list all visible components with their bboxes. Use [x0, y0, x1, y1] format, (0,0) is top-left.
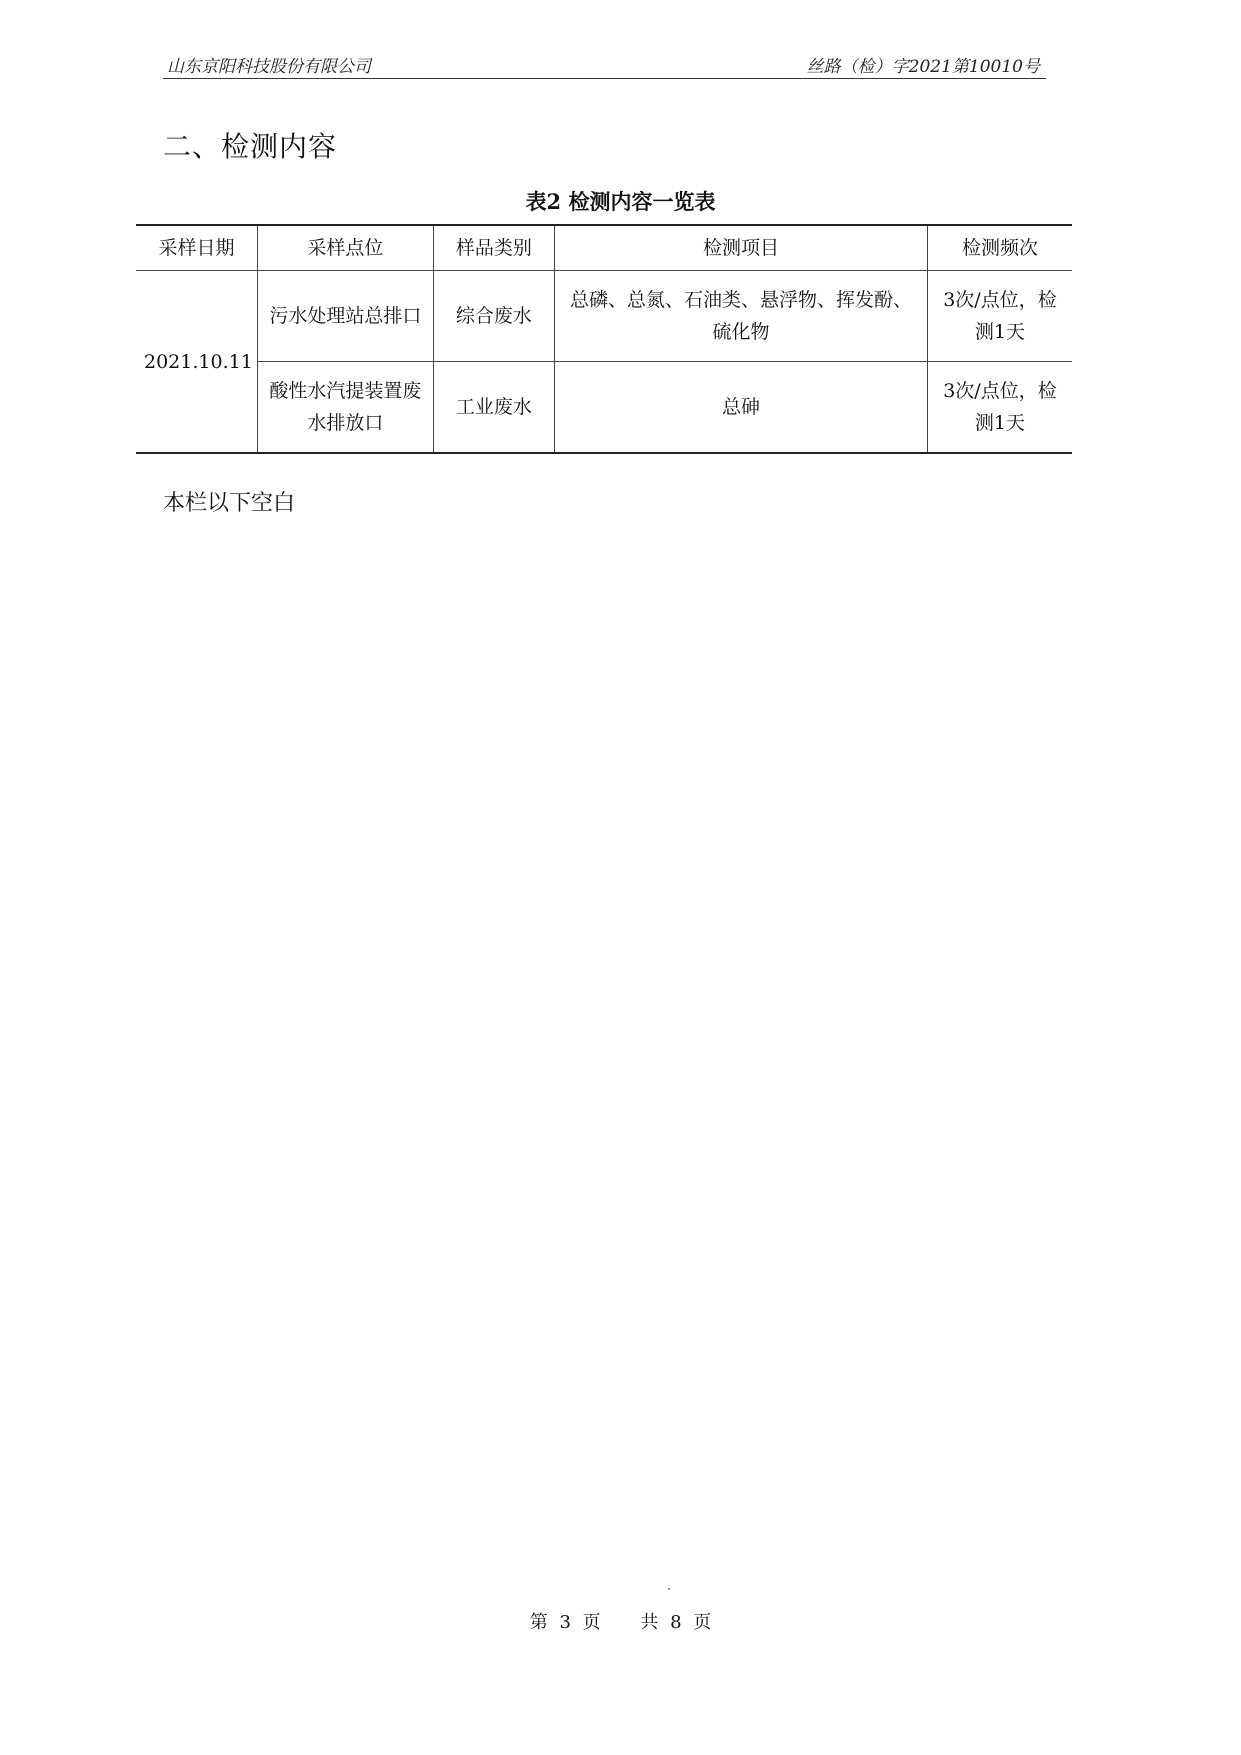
sampling-date-cell: 2021.10.11 — [136, 271, 258, 454]
section-title: 二、检测内容 — [163, 130, 338, 163]
column-header: 采样日期 — [136, 225, 258, 271]
total-pages: 共 8 页 — [640, 1612, 712, 1633]
page-footer — [0, 1608, 1241, 1634]
column-header: 样品类别 — [433, 225, 555, 271]
column-header: 检测频次 — [927, 225, 1072, 271]
sample-category-cell: 工业废水 — [433, 362, 555, 454]
scan-speck — [668, 1588, 670, 1590]
report-number: 丝路（检）字2021第10010号 — [806, 57, 1040, 77]
sample-category-cell: 综合废水 — [433, 271, 555, 362]
detection-content-table — [136, 224, 1072, 454]
table-row — [136, 271, 1072, 362]
page-number: 第 3 页 — [529, 1612, 601, 1633]
sampling-point-cell: 污水处理站总排口 — [258, 271, 434, 362]
page-header — [163, 50, 1046, 79]
blank-below-note: 本栏以下空白 — [163, 491, 296, 516]
company-name: 山东京阳科技股份有限公司 — [167, 57, 371, 77]
table-caption: 表2 检测内容一览表 — [525, 189, 716, 214]
column-header: 检测项目 — [555, 225, 928, 271]
column-header: 采样点位 — [258, 225, 434, 271]
table-header-row — [136, 225, 1072, 271]
table-row — [136, 362, 1072, 454]
detection-frequency-cell: 3次/点位，检测1天 — [927, 271, 1072, 362]
detection-items-cell: 总砷 — [555, 362, 928, 454]
sampling-point-cell: 酸性水汽提装置废水排放口 — [258, 362, 434, 454]
detection-frequency-cell: 3次/点位，检测1天 — [927, 362, 1072, 454]
detection-items-cell: 总磷、总氮、石油类、悬浮物、挥发酚、硫化物 — [555, 271, 928, 362]
